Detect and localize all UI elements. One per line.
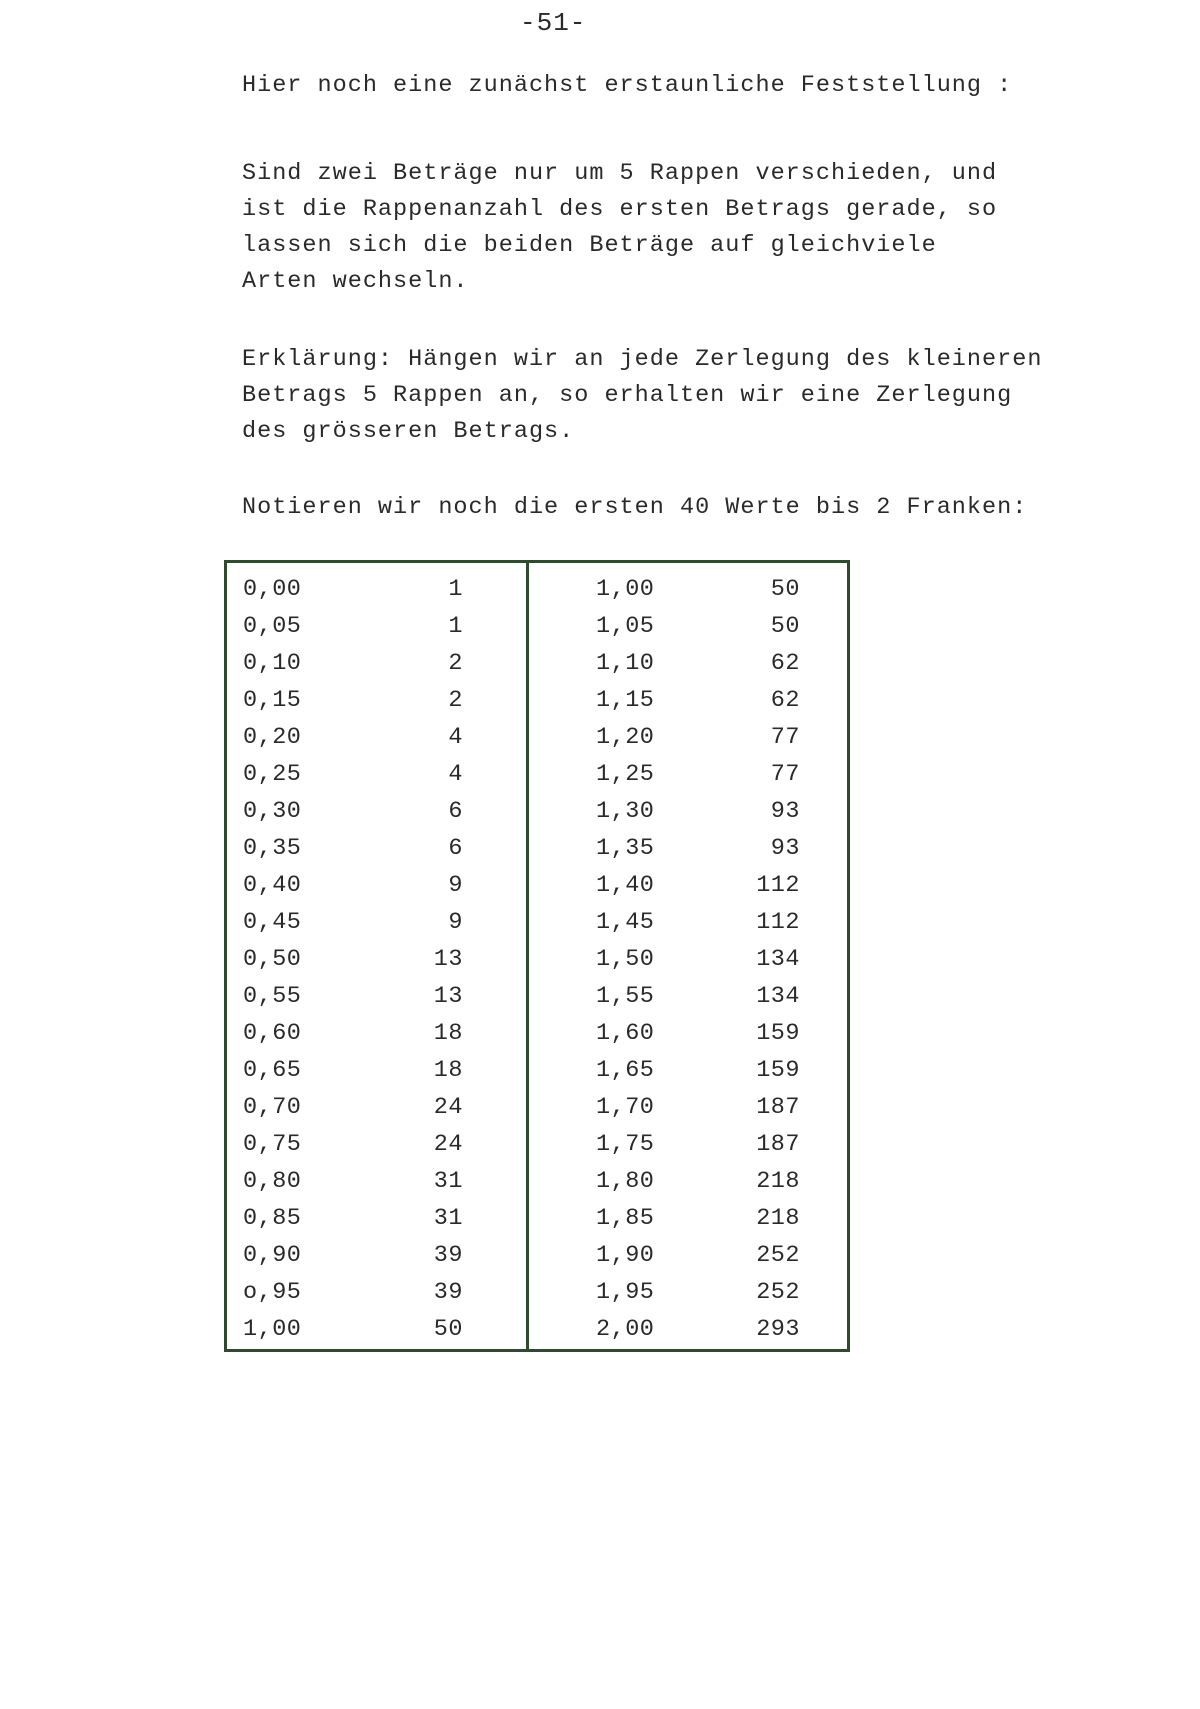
amount-cell: 0,60 (243, 1020, 302, 1047)
table-row (227, 608, 847, 645)
amount-cell: 1,75 (596, 1131, 655, 1158)
table-row (227, 830, 847, 867)
page-number: -51- (520, 8, 587, 38)
amount-cell: 1,55 (596, 983, 655, 1010)
count-cell: 24 (433, 1094, 463, 1121)
amount-cell: 0,30 (243, 798, 302, 825)
amount-cell: 1,00 (243, 1316, 302, 1343)
amount-cell: 0,20 (243, 724, 302, 751)
count-cell: 50 (770, 576, 800, 603)
count-cell: 24 (433, 1131, 463, 1158)
amount-cell: 1,35 (596, 835, 655, 862)
count-cell: 112 (756, 909, 800, 936)
count-cell: 112 (756, 872, 800, 899)
count-cell: 93 (770, 835, 800, 862)
amount-cell: 0,75 (243, 1131, 302, 1158)
count-cell: 134 (756, 946, 800, 973)
amount-cell: 1,70 (596, 1094, 655, 1121)
amount-cell: 0,85 (243, 1205, 302, 1232)
amount-cell: 1,15 (596, 687, 655, 714)
count-cell: 9 (448, 872, 463, 899)
table-intro-paragraph: Notieren wir noch die ersten 40 Werte bis 2 Franken: (242, 494, 1028, 521)
count-cell: 159 (756, 1057, 800, 1084)
table-row (227, 867, 847, 904)
amount-cell: 1,30 (596, 798, 655, 825)
claim-paragraph: Sind zwei Beträge nur um 5 Rappen verschieden, und ist die Rappenanzahl des ersten Betrags gerade, so lassen sich die beiden Beträge auf gleichviele Arten wechseln. (242, 160, 998, 295)
count-cell: 218 (756, 1168, 800, 1195)
count-cell: 6 (448, 835, 463, 862)
table-row (227, 904, 847, 941)
amount-cell: 1,80 (596, 1168, 655, 1195)
count-cell: 13 (433, 946, 463, 973)
count-cell: 252 (756, 1279, 800, 1306)
count-cell: 18 (433, 1020, 463, 1047)
count-cell: 13 (433, 983, 463, 1010)
table-row (227, 1163, 847, 1200)
count-cell: 9 (448, 909, 463, 936)
amount-cell: 1,95 (596, 1279, 655, 1306)
table-row (227, 1089, 847, 1126)
amount-cell: o,95 (243, 1279, 302, 1306)
count-cell: 187 (756, 1131, 800, 1158)
table-row (227, 1200, 847, 1237)
table-row (227, 1274, 847, 1311)
count-cell: 31 (433, 1168, 463, 1195)
table-row (227, 1052, 847, 1089)
amount-cell: 2,00 (596, 1316, 655, 1343)
amount-cell: 0,35 (243, 835, 302, 862)
table-row (227, 793, 847, 830)
table-row (227, 719, 847, 756)
count-cell: 2 (448, 687, 463, 714)
count-cell: 159 (756, 1020, 800, 1047)
count-cell: 1 (448, 576, 463, 603)
table-row (227, 1126, 847, 1163)
count-cell: 252 (756, 1242, 800, 1269)
table-row (227, 1311, 847, 1348)
table-row (227, 978, 847, 1015)
count-cell: 31 (433, 1205, 463, 1232)
count-cell: 77 (770, 761, 800, 788)
amount-cell: 0,65 (243, 1057, 302, 1084)
count-cell: 77 (770, 724, 800, 751)
amount-cell: 1,40 (596, 872, 655, 899)
table-row (227, 645, 847, 682)
amount-cell: 0,50 (243, 946, 302, 973)
values-table (224, 560, 850, 1352)
count-cell: 62 (770, 687, 800, 714)
count-cell: 6 (448, 798, 463, 825)
count-cell: 187 (756, 1094, 800, 1121)
table-row (227, 571, 847, 608)
amount-cell: 0,40 (243, 872, 302, 899)
count-cell: 18 (433, 1057, 463, 1084)
amount-cell: 1,50 (596, 946, 655, 973)
amount-cell: 0,70 (243, 1094, 302, 1121)
amount-cell: 0,45 (243, 909, 302, 936)
amount-cell: 0,00 (243, 576, 302, 603)
amount-cell: 0,25 (243, 761, 302, 788)
count-cell: 4 (448, 724, 463, 751)
count-cell: 2 (448, 650, 463, 677)
count-cell: 39 (433, 1242, 463, 1269)
amount-cell: 0,15 (243, 687, 302, 714)
amount-cell: 0,55 (243, 983, 302, 1010)
amount-cell: 1,25 (596, 761, 655, 788)
amount-cell: 1,45 (596, 909, 655, 936)
count-cell: 62 (770, 650, 800, 677)
amount-cell: 0,05 (243, 613, 302, 640)
amount-cell: 1,60 (596, 1020, 655, 1047)
amount-cell: 0,80 (243, 1168, 302, 1195)
count-cell: 1 (448, 613, 463, 640)
table-row (227, 756, 847, 793)
count-cell: 218 (756, 1205, 800, 1232)
amount-cell: 1,05 (596, 613, 655, 640)
count-cell: 93 (770, 798, 800, 825)
intro-paragraph: Hier noch eine zunächst erstaunliche Feststellung : (242, 72, 1013, 99)
table-row (227, 1015, 847, 1052)
count-cell: 50 (433, 1316, 463, 1343)
count-cell: 4 (448, 761, 463, 788)
amount-cell: 1,90 (596, 1242, 655, 1269)
amount-cell: 1,65 (596, 1057, 655, 1084)
table-row (227, 941, 847, 978)
amount-cell: 1,20 (596, 724, 655, 751)
amount-cell: 1,10 (596, 650, 655, 677)
amount-cell: 1,00 (596, 576, 655, 603)
count-cell: 39 (433, 1279, 463, 1306)
count-cell: 293 (756, 1316, 800, 1343)
amount-cell: 0,90 (243, 1242, 302, 1269)
count-cell: 134 (756, 983, 800, 1010)
table-row (227, 1237, 847, 1274)
explanation-paragraph: Erklärung: Hängen wir an jede Zerlegung des kleineren Betrags 5 Rappen an, so erhalten wir eine Zerlegung des grösseren Betrags. (242, 346, 1043, 445)
amount-cell: 0,10 (243, 650, 302, 677)
count-cell: 50 (770, 613, 800, 640)
table-row (227, 682, 847, 719)
amount-cell: 1,85 (596, 1205, 655, 1232)
